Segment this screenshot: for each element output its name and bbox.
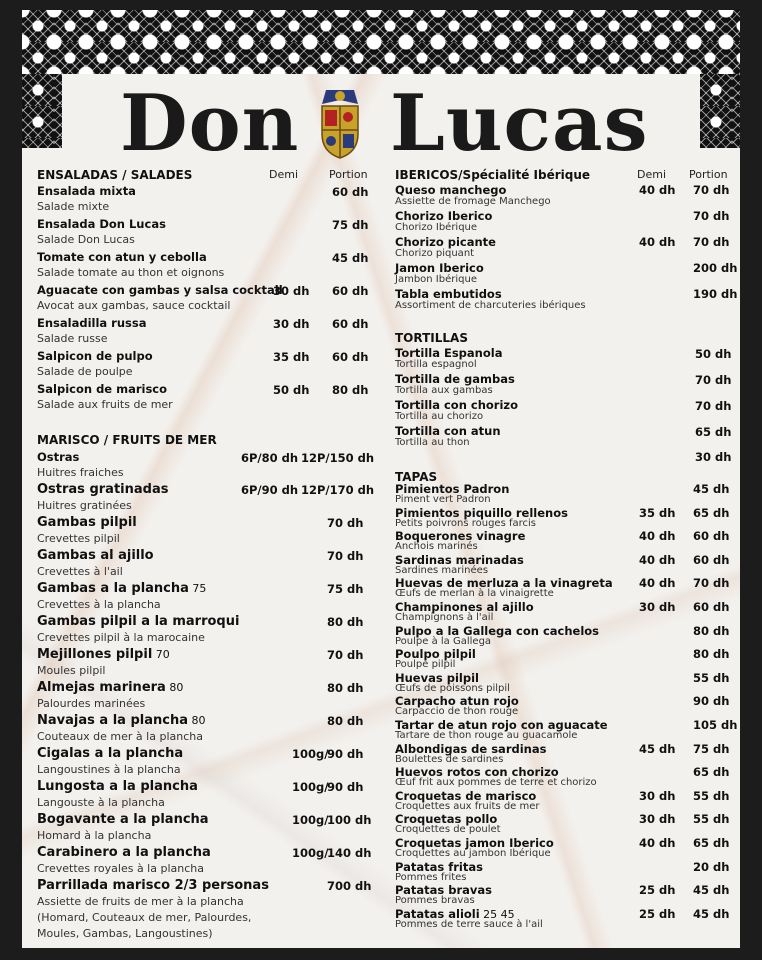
menu-item <box>37 316 367 332</box>
item-portion-price: 70 dh <box>693 183 730 197</box>
item-extra-price: 70 <box>152 648 170 661</box>
item-name <box>37 647 170 662</box>
item-portion-price: 60 dh <box>693 599 730 614</box>
menu-item <box>37 283 367 299</box>
item-demi-price: 40 dh <box>639 235 676 249</box>
salades-demi-header: Demi <box>269 168 299 181</box>
item-extra-price: 80 <box>187 714 206 727</box>
item-portion-price: 70 dh <box>695 399 732 413</box>
left-column <box>37 168 375 943</box>
item-name-text: Ensalada Don Lucas <box>37 217 166 231</box>
item-demi-price: 40 dh <box>639 552 676 567</box>
item-portion-price: 60 dh <box>332 185 369 199</box>
item-name-text: Croquetas pollo <box>395 812 498 827</box>
item-french-name: Champignons à l'ail <box>395 611 494 623</box>
item-french-name: Homard à la plancha <box>37 829 152 842</box>
item-name-text: Albondigas de sardinas <box>395 741 547 756</box>
menu-item <box>395 671 735 683</box>
tortillas-title: TORTILLAS <box>395 331 468 345</box>
item-french-name: Pommes frites <box>395 871 467 883</box>
item-portion-price: 90 dh <box>327 780 364 794</box>
right-column <box>395 168 738 930</box>
item-french-name: Tortilla au chorizo <box>395 411 484 422</box>
menu-item <box>395 600 735 612</box>
item-name <box>37 680 183 695</box>
item-french-name: Boulettes de sardines <box>395 753 504 765</box>
item-french-name: Salade aux fruits de mer <box>37 398 173 411</box>
item-portion-price: 70 dh <box>695 373 732 387</box>
marisco-note-1: (Homard, Couteaux de mer, Palourdes, <box>37 911 252 924</box>
item-demi-price: 35 dh <box>639 505 676 520</box>
menu-item <box>37 581 367 598</box>
item-portion-price: 60 dh <box>332 350 369 364</box>
item-french-name: Croquettes au jambon Ibérique <box>395 847 551 859</box>
item-name-text: Croquetas de marisco <box>395 788 537 803</box>
item-demi-price: 100g/ <box>292 780 329 794</box>
item-name <box>37 878 269 893</box>
item-demi-price: 100g/ <box>292 846 329 860</box>
item-french-name: Crevettes pilpil <box>37 532 120 545</box>
item-french-name: Chorizo Ibérique <box>395 222 478 233</box>
item-portion-price: 90 dh <box>327 747 364 761</box>
item-name <box>395 287 502 301</box>
menu-item <box>395 183 735 196</box>
item-portion-price: 55 dh <box>693 812 730 827</box>
item-name-text: Chorizo picante <box>395 235 496 249</box>
item-french-name: Pommes bravas <box>395 895 475 907</box>
item-portion-price: 60 dh <box>332 317 369 331</box>
ibericos-portion-header: Portion <box>689 168 728 181</box>
item-demi-price: 50 dh <box>273 383 310 397</box>
item-portion-price: 20 dh <box>693 859 730 874</box>
item-name-text: Gambas a la plancha <box>37 581 189 596</box>
tortillas-extra-price: 30 dh <box>695 450 732 464</box>
item-french-name: Salade mixte <box>37 200 110 213</box>
item-french-name: Couteaux de mer à la plancha <box>37 730 203 743</box>
item-demi-price: 30 dh <box>639 812 676 827</box>
item-portion-price: 200 dh <box>693 261 738 275</box>
item-portion-price: 80 dh <box>327 681 364 695</box>
item-french-name: Tartare de thon rouge au guacamole <box>395 729 578 741</box>
item-french-name: Œufs de merlan à la vinaigrette <box>395 588 554 600</box>
item-name-text: Boquerones vinagre <box>395 529 526 544</box>
item-french-name: Carpaccio de thon rouge <box>395 706 519 718</box>
menu-item <box>395 883 735 898</box>
item-name-text: Mejillones pilpil <box>37 647 153 662</box>
menu-item <box>395 624 735 636</box>
item-french-name: Croquettes de poulet <box>395 824 501 836</box>
menu-item <box>395 860 735 872</box>
item-name <box>37 450 79 464</box>
item-portion-price: 190 dh <box>693 287 738 301</box>
item-portion-price: 70 dh <box>327 516 364 530</box>
item-portion-price: 65 dh <box>693 765 730 780</box>
menu-item <box>37 845 372 862</box>
menu-item <box>37 382 367 398</box>
item-demi-price: 45 dh <box>639 741 676 756</box>
menu-item <box>395 812 735 827</box>
menu-item <box>395 576 735 591</box>
item-portion-price: 75 dh <box>332 218 369 232</box>
item-name <box>395 346 502 360</box>
menu-item <box>395 907 735 919</box>
item-name-text: Almejas marinera <box>37 680 166 695</box>
item-french-name: Assiette de fruits de mer à la plancha <box>37 895 244 908</box>
item-portion-price: 55 dh <box>693 670 730 685</box>
item-extra-price: 75 <box>188 582 207 595</box>
item-portion-price: 100 dh <box>327 813 372 827</box>
item-french-name: Avocat aux gambas, sauce cocktail <box>37 299 231 312</box>
item-demi-price: 6P/80 dh <box>241 451 299 465</box>
item-name-text: Carabinero a la plancha <box>37 845 211 860</box>
item-name <box>395 183 506 197</box>
item-name-text: Cigalas a la plancha <box>37 746 184 761</box>
item-french-name: Palourdes marinées <box>37 697 146 710</box>
item-name <box>395 209 492 223</box>
item-name <box>395 372 515 386</box>
title-word-lucas: Lucas <box>390 78 649 169</box>
item-french-name: Tortilla aux gambas <box>395 385 493 396</box>
item-demi-price: 100g/ <box>292 747 329 761</box>
item-name-text: Huevas pilpil <box>395 670 479 685</box>
item-portion-price: 70 dh <box>693 235 730 249</box>
item-french-name: Huitres gratinées <box>37 499 132 512</box>
item-name <box>37 482 168 497</box>
item-demi-price: 30 dh <box>639 788 676 803</box>
menu-item <box>395 789 735 801</box>
menu-item <box>37 746 367 763</box>
item-french-name: Poulpe à la Gallega <box>395 635 492 647</box>
item-name-text: Jamon Iberico <box>395 261 484 275</box>
item-name-text: Gambas al ajillo <box>37 548 154 563</box>
menu-item <box>37 349 367 365</box>
salades-title: ENSALADAS / SALADES <box>37 168 193 182</box>
item-name-text: Huevas de merluza a la vinagreta <box>395 576 613 591</box>
menu-item <box>37 250 367 266</box>
item-name <box>37 812 209 827</box>
menu-item <box>395 287 738 301</box>
ibericos-list <box>395 183 738 313</box>
item-extra-price: 80 <box>165 681 184 694</box>
item-name <box>37 746 183 761</box>
item-french-name: Piment vert Padron <box>395 494 491 505</box>
item-portion-price: 90 dh <box>693 694 730 709</box>
item-portion-price: 70 dh <box>693 576 730 591</box>
item-name-text: Gambas pilpil a la marroqui <box>37 614 240 629</box>
item-portion-price: 65 dh <box>693 835 730 850</box>
item-portion-price: 70 dh <box>693 209 730 223</box>
item-portion-price: 50 dh <box>695 347 732 361</box>
item-name <box>37 316 146 330</box>
item-french-name: Langoustines à la plancha <box>37 763 181 776</box>
item-french-name: Langouste à la plancha <box>37 796 165 809</box>
item-name-text: Pimientos piquillo rellenos <box>395 505 568 520</box>
menu-item <box>395 398 735 411</box>
item-portion-price: 55 dh <box>693 788 730 803</box>
item-demi-price: 40 dh <box>639 835 676 850</box>
item-portion-price: 80 dh <box>327 615 364 629</box>
menu-item <box>37 878 372 895</box>
item-name-text: Pimientos Padron <box>395 482 510 496</box>
salades-list <box>37 184 367 415</box>
menu-item <box>37 647 367 664</box>
item-name-text: Lungosta a la plancha <box>37 779 198 794</box>
item-french-name: Œuf frit aux pommes de terre et chorizo <box>395 777 597 789</box>
item-name <box>37 581 206 596</box>
item-portion-price: 70 dh <box>327 648 364 662</box>
item-portion-price: 80 dh <box>327 714 364 728</box>
item-french-name: Crevettes à l'ail <box>37 565 123 578</box>
item-portion-price: 65 dh <box>693 505 730 520</box>
item-name-text: Tortilla con atun <box>395 424 501 438</box>
menu-item <box>395 346 735 359</box>
menu-item <box>37 713 367 730</box>
item-french-name: Assiette de fromage Manchego <box>395 196 551 207</box>
menu-item <box>37 482 375 499</box>
item-name <box>395 424 501 438</box>
item-demi-price: 30 dh <box>273 284 310 298</box>
item-name-text: Carpacho atun rojo <box>395 694 519 709</box>
item-demi-price: 35 dh <box>273 350 310 364</box>
item-name-text: Ostras <box>37 450 80 464</box>
item-portion-price: 45 dh <box>693 482 730 496</box>
menu-item <box>395 235 735 248</box>
item-demi-price: 100g/ <box>292 813 329 827</box>
item-demi-price: 40 dh <box>639 576 676 591</box>
menu-item <box>395 742 735 754</box>
menu-item <box>37 548 367 565</box>
item-name-text: Tabla embutidos <box>395 287 502 301</box>
item-french-name: Jambon Ibérique <box>395 274 477 285</box>
restaurant-title <box>0 78 762 168</box>
marisco-note-2: Moules, Gambas, Langoustines) <box>37 927 213 940</box>
item-name-text: Gambas pilpil <box>37 515 137 530</box>
marisco-title: MARISCO / FRUITS DE MER <box>37 433 217 447</box>
tile-border-top <box>22 10 740 74</box>
item-name <box>395 261 484 275</box>
item-name <box>37 515 137 530</box>
item-french-name: Crevettes royales à la plancha <box>37 862 204 875</box>
item-name-text: Navajas a la plancha <box>37 713 188 728</box>
item-french-name: Salade de poulpe <box>37 365 133 378</box>
item-portion-price: 80 dh <box>693 623 730 638</box>
item-name-text: Ensaladilla russa <box>37 316 147 330</box>
menu-item <box>395 506 735 518</box>
item-portion-price: 45 dh <box>693 883 730 898</box>
item-name-text: Aguacate con gambas y salsa cocktail <box>37 283 283 297</box>
item-french-name: Croquettes aux fruits de mer <box>395 800 540 812</box>
menu-item <box>395 209 735 222</box>
item-demi-price: 40 dh <box>639 183 676 197</box>
item-name <box>37 217 166 231</box>
item-name-text: Ostras gratinadas <box>37 482 169 497</box>
item-name-text: Tomate con atun y cebolla <box>37 250 207 264</box>
item-french-name: Anchois marinés <box>395 541 478 553</box>
item-name <box>37 779 198 794</box>
menu-item <box>395 694 735 709</box>
menu-item <box>395 261 738 275</box>
ibericos-title: IBERICOS/Spécialité Ibérique <box>395 168 591 182</box>
item-portion-price: 80 dh <box>332 383 369 397</box>
menu-item <box>395 836 735 848</box>
item-french-name: Crevettes à la plancha <box>37 598 161 611</box>
item-name <box>37 283 283 297</box>
item-demi-price: 30 dh <box>273 317 310 331</box>
menu-item <box>37 779 367 796</box>
item-name-text: Tartar de atun rojo con aguacate <box>395 717 608 732</box>
item-name-text: Pulpo a la Gallega con cachelos <box>395 623 600 638</box>
item-name <box>395 398 518 412</box>
item-name <box>37 614 239 629</box>
item-name-text: Huevos rotos con chorizo <box>395 765 559 780</box>
item-demi-price: 25 dh <box>639 883 676 898</box>
item-french-name: Pommes de terre sauce à l'ail <box>395 918 543 930</box>
menu-item <box>37 450 375 466</box>
tapas-list <box>395 482 738 930</box>
item-name-text: Sardinas marinadas <box>395 552 524 567</box>
item-french-name: Salade Don Lucas <box>37 233 135 246</box>
item-french-name: Chorizo piquant <box>395 248 475 259</box>
item-name-text: Tortilla Espanola <box>395 346 503 360</box>
item-name-text: Bogavante a la plancha <box>37 812 209 827</box>
item-portion-price: 60 dh <box>693 529 730 544</box>
item-portion-price: 65 dh <box>695 425 732 439</box>
menu-item <box>395 647 735 662</box>
item-name <box>395 235 496 249</box>
marisco-list <box>37 450 375 911</box>
item-french-name: Poulpe pilpil <box>395 659 456 671</box>
item-name-text: Queso manchego <box>395 183 507 197</box>
item-name-text: Poulpo pilpil <box>395 647 476 662</box>
menu-item <box>37 515 367 532</box>
item-portion-price: 75 dh <box>693 741 730 756</box>
item-french-name: Tortilla espagnol <box>395 359 477 370</box>
item-name <box>37 845 211 860</box>
item-name-text: Salpicon de pulpo <box>37 349 153 363</box>
item-portion-price: 75 dh <box>327 582 364 596</box>
item-portion-price: 45 dh <box>332 251 369 265</box>
item-demi-price: 25 dh <box>639 906 676 921</box>
item-demi-price: 30 dh <box>639 599 676 614</box>
item-french-name: Crevettes pilpil à la marocaine <box>37 631 205 644</box>
item-portion-price: 70 dh <box>327 549 364 563</box>
item-name <box>37 548 154 563</box>
menu-item <box>37 184 367 200</box>
item-french-name: Huitres fraiches <box>37 466 124 479</box>
item-name <box>37 250 207 264</box>
item-french-name: Tortilla au thon <box>395 437 470 448</box>
item-name-text: Parrillada marisco 2/3 personas <box>37 878 269 893</box>
item-portion-price: 12P/170 dh <box>301 483 375 497</box>
item-french-name: Œufs de poissons pilpil <box>395 682 510 694</box>
salades-portion-header: Portion <box>329 168 368 181</box>
menu-item <box>395 424 735 437</box>
item-portion-price: 60 dh <box>693 552 730 567</box>
item-name <box>37 184 136 198</box>
item-name-text: Patatas alioli <box>395 906 480 921</box>
menu-item <box>37 614 367 631</box>
item-french-name: Petits poivrons rouges farcis <box>395 517 536 529</box>
item-french-name: Moules pilpil <box>37 664 106 677</box>
item-name <box>37 349 153 363</box>
ibericos-demi-header: Demi <box>637 168 667 181</box>
title-word-don: Don <box>120 78 300 169</box>
menu-item <box>37 680 367 697</box>
menu-item <box>395 553 735 565</box>
item-portion-price: 45 dh <box>693 906 730 921</box>
menu-item <box>37 812 372 829</box>
menu-item <box>395 717 738 732</box>
item-french-name: Assortiment de charcuteries ibériques <box>395 300 586 311</box>
item-french-name: Salade russe <box>37 332 108 345</box>
item-portion-price: 12P/150 dh <box>301 451 375 465</box>
item-name-text: Ensalada mixta <box>37 184 136 198</box>
item-portion-price: 80 dh <box>693 647 730 662</box>
item-portion-price: 60 dh <box>332 284 369 298</box>
tapas-title: TAPAS <box>395 470 438 484</box>
menu-item <box>37 217 367 233</box>
item-demi-price: 40 dh <box>639 529 676 544</box>
item-portion-price: 140 dh <box>327 846 372 860</box>
item-name-text: Salpicon de marisco <box>37 382 168 396</box>
item-name-text: Patatas fritas <box>395 859 483 874</box>
item-french-name: Salade tomate au thon et oignons <box>37 266 225 279</box>
item-name-text: Tortilla de gambas <box>395 372 515 386</box>
menu-item <box>395 529 735 544</box>
item-portion-price: 700 dh <box>327 879 372 893</box>
item-french-name: Sardines marinées <box>395 564 489 576</box>
menu-item <box>395 372 735 385</box>
item-extra-price: 25 45 <box>479 907 515 921</box>
item-name-text: Chorizo Iberico <box>395 209 493 223</box>
coat-of-arms-icon <box>318 84 362 160</box>
item-name <box>37 382 167 396</box>
tortillas-list <box>395 346 735 450</box>
menu-item <box>395 482 735 494</box>
item-demi-price: 6P/90 dh <box>241 483 299 497</box>
item-name-text: Croquetas jamon Iberico <box>395 835 554 850</box>
item-portion-price: 105 dh <box>693 717 738 732</box>
item-name-text: Champinones al ajillo <box>395 599 534 614</box>
item-name <box>37 713 205 728</box>
menu-item <box>395 765 735 780</box>
item-name-text: Tortilla con chorizo <box>395 398 518 412</box>
item-name-text: Patatas bravas <box>395 883 493 898</box>
